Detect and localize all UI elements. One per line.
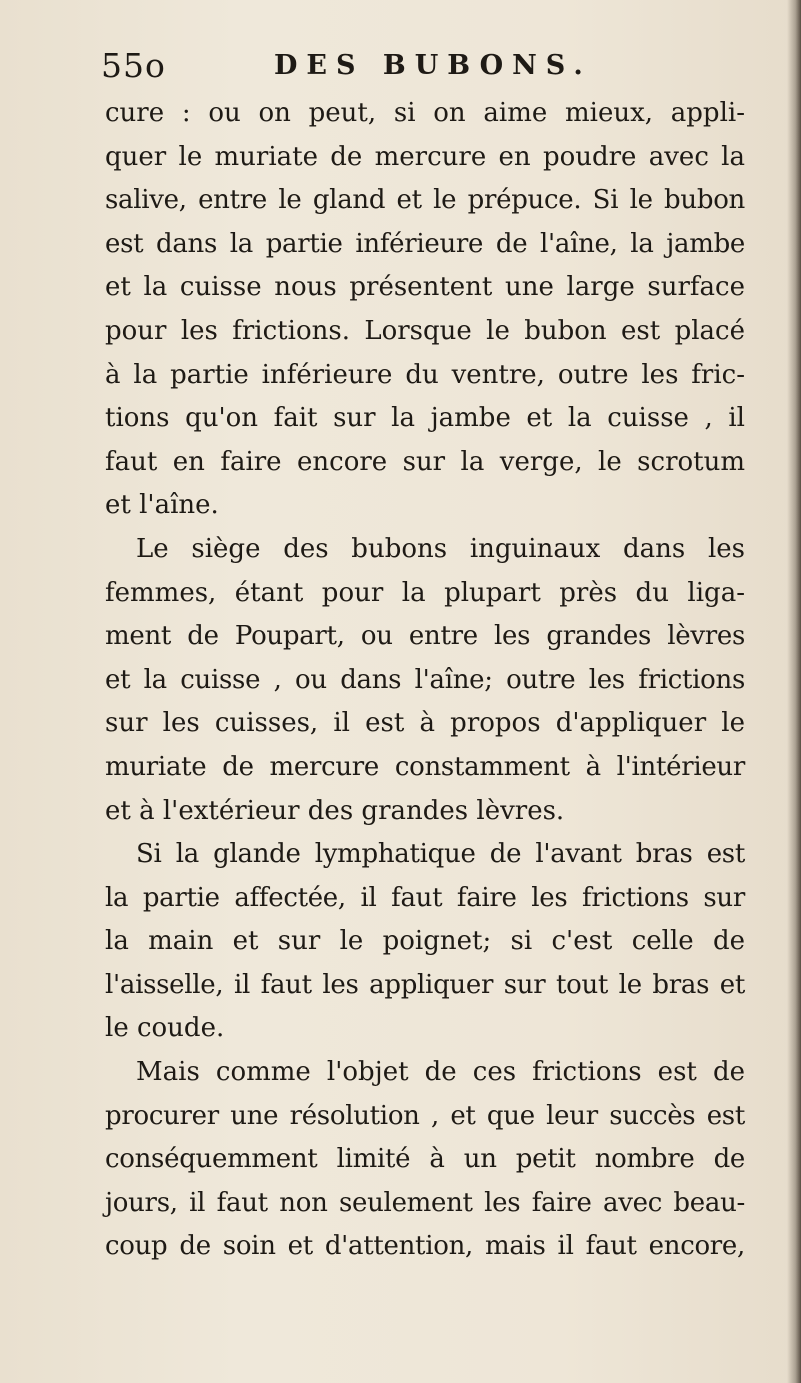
- paragraph-start-line: Mais comme l'objet de ces frictions est de: [136, 1057, 745, 1088]
- body-text: [105, 92, 745, 1269]
- text-line: faut en faire encore sur la verge, le scrotum: [105, 446, 745, 477]
- text-line: conséquemment limité à un petit nombre de: [105, 1144, 745, 1175]
- text-line: femmes, étant pour la plupart près du liga-: [105, 577, 745, 608]
- text-line: coup de soin et d'attention, mais il faut encore,: [105, 1231, 745, 1262]
- text-line: pour les frictions. Lorsque le bubon est placé: [105, 315, 745, 346]
- text-line: et la cuisse nous présentent une large surface: [105, 272, 745, 303]
- page-header: [101, 46, 661, 86]
- text-line: et la cuisse , ou dans l'aîne; outre les frictions: [105, 664, 745, 695]
- text-line: sur les cuisses, il est à propos d'appliquer le: [105, 708, 745, 739]
- text-line: à la partie inférieure du ventre, outre les fric-: [105, 359, 745, 390]
- paragraph-start-line: Si la glande lymphatique de l'avant bras est: [136, 839, 745, 870]
- page-edge-shadow: [787, 0, 801, 1383]
- text-line: tions qu'on fait sur la jambe et la cuisse , il: [105, 403, 745, 434]
- text-line: muriate de mercure constamment à l'intérieur: [105, 751, 745, 782]
- text-line: l'aisselle, il faut les appliquer sur tout le bras et: [105, 969, 745, 1000]
- text-line: jours, il faut non seulement les faire avec beau-: [105, 1187, 745, 1218]
- paragraph-end-line: et à l'extérieur des grandes lèvres.: [105, 795, 565, 826]
- text-line: quer le muriate de mercure en poudre avec la: [105, 141, 745, 172]
- running-head: DES BUBONS.: [274, 50, 592, 81]
- text-line: la partie affectée, il faut faire les frictions sur: [105, 882, 745, 913]
- page-number: 55o: [101, 46, 166, 85]
- paragraph-end-line: et l'aîne.: [105, 490, 219, 521]
- text-line: ment de Poupart, ou entre les grandes lèvres: [105, 621, 745, 652]
- text-line: la main et sur le poignet; si c'est celle de: [105, 926, 745, 957]
- paragraph-end-line: le coude.: [105, 1013, 225, 1044]
- text-line: cure : ou on peut, si on aime mieux, appli-: [105, 98, 745, 128]
- paragraph-start-line: Le siège des bubons inguinaux dans les: [136, 533, 745, 564]
- text-line: procurer une résolution , et que leur succès est: [105, 1100, 745, 1131]
- text-line: est dans la partie inférieure de l'aîne, la jambe: [105, 228, 745, 259]
- text-line: salive, entre le gland et le prépuce. Si le bubon: [105, 185, 745, 216]
